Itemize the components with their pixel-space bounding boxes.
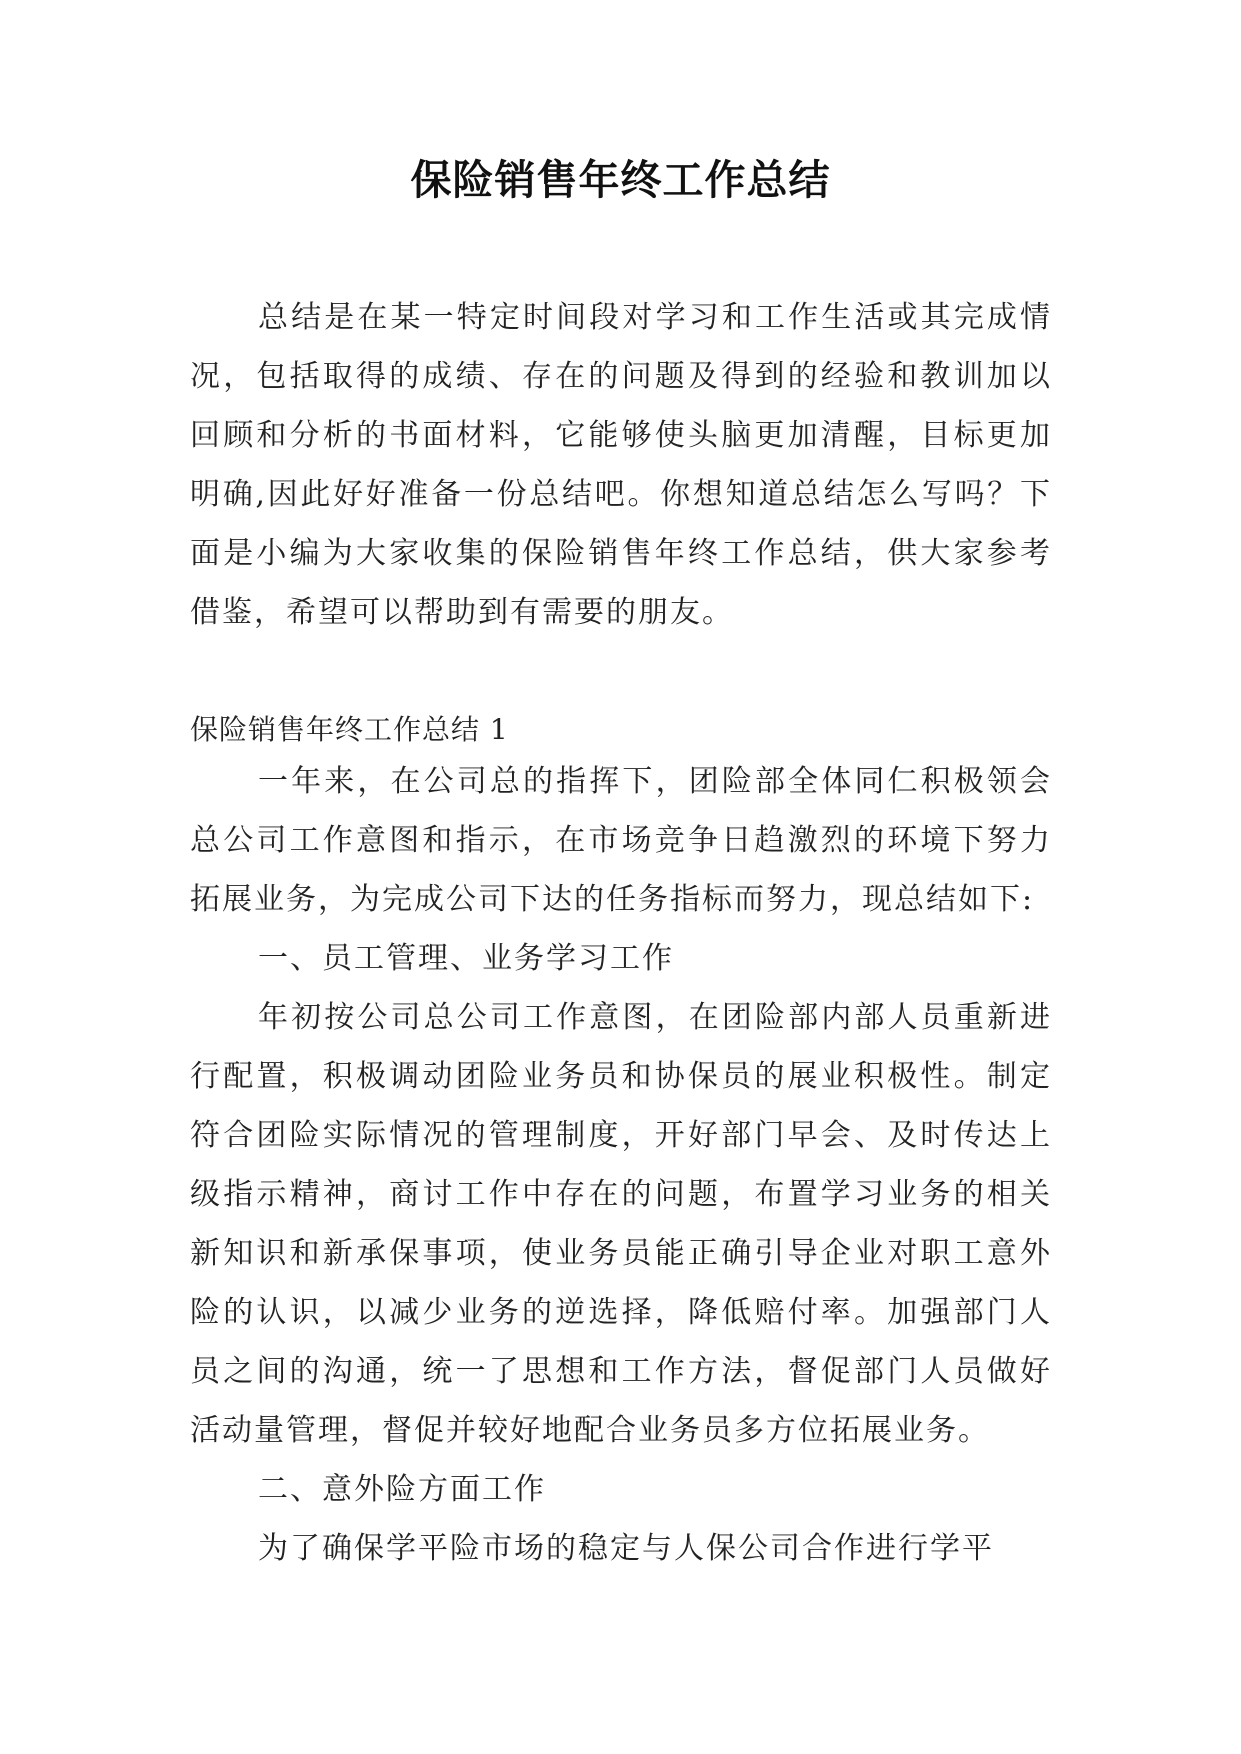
- paragraph-overview: 一年来，在公司总的指挥下，团险部全体同仁积极领会总公司工作意图和指示，在市场竞争日趋激烈的环境下努力拓展业务，为完成公司下达的任务指标而努力，现总结如下:: [190, 764, 1052, 917]
- intro-paragraph: 总结是在某一特定时间段对学习和工作生活或其完成情况，包括取得的成绩、存在的问题及得到的经验和教训加以回顾和分析的书面材料，它能够使头脑更加清醒，目标更加明确,因此好好准备一份总结吧。你想知道总结怎么写吗？下面是小编为大家收集的保险销售年终工作总结，供大家参考借鉴，希望可以帮助到有需要的朋友。: [190, 300, 1052, 630]
- section-title: 保险销售年终工作总结 1: [190, 713, 509, 746]
- paragraph-accident-insurance: 为了确保学平险市场的稳定与人保公司合作进行学平: [258, 1531, 994, 1566]
- main-content: [190, 752, 1052, 1578]
- heading-accident-insurance: 二、意外险方面工作: [258, 1472, 546, 1507]
- document-title: 保险销售年终工作总结: [410, 156, 831, 204]
- intro-block: [190, 288, 1052, 642]
- heading-staff-management: 一、员工管理、业务学习工作: [258, 941, 674, 976]
- paragraph-staff-management: 年初按公司总公司工作意图，在团险部内部人员重新进行配置，积极调动团险业务员和协保员的展业积极性。制定符合团险实际情况的管理制度，开好部门早会、及时传达上级指示精神，商讨工作中存在的问题，布置学习业务的相关新知识和新承保事项，使业务员能正确引导企业对职工意外险的认识，以减少业务的逆选择，降低赔付率。加强部门人员之间的沟通，统一了思想和工作方法，督促部门人员做好活动量管理，督促并较好地配合业务员多方位拓展业务。: [190, 1000, 1052, 1448]
